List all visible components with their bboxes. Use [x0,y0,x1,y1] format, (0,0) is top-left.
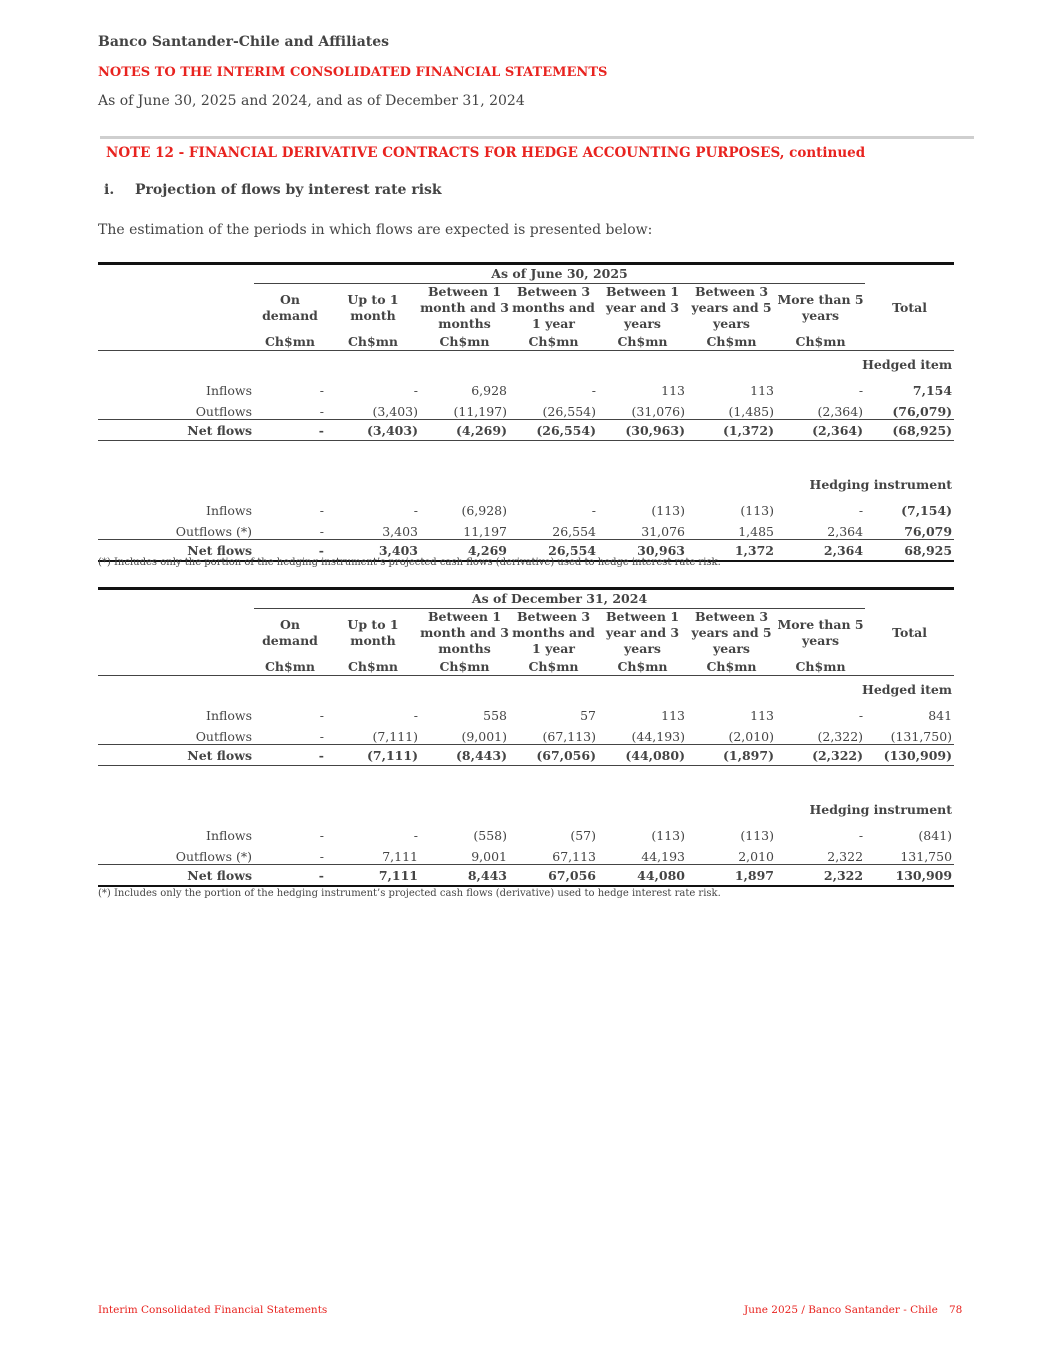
unit-label: Ch$mn [776,332,865,351]
table-row: Inflows - - (6,928) - (113) (113) - (7,154) [206,503,953,518]
col-3-to-5-years: Between 3 years and 5 years [691,284,772,331]
unit-label: Ch$mn [509,332,598,351]
unit-label: Ch$mn [687,657,776,676]
net-flows-row: Net flows - 3,403 4,269 26,554 30,963 1,372 2,364 68,925 [98,540,954,562]
footer-right: June 2025 / Banco Santander - Chile [744,1304,938,1316]
net-flows-row: Net flows - (3,403) (4,269) (26,554) (30,963) (1,372) (2,364) (68,925) [98,420,954,441]
notes-title: NOTES TO THE INTERIM CONSOLIDATED FINANCIAL STATEMENTS [98,65,608,80]
col-1-to-3-months: Between 1 month and 3 months [420,609,509,656]
unit-label: Ch$mn [598,657,687,676]
unit-label: Ch$mn [420,332,509,351]
footnote: (*) Includes only the portion of the hedging instrument’s projected cash flows (derivative) used to hedge interest rate risk. [98,888,721,899]
col-1-to-3-years: Between 1 year and 3 years [605,609,680,656]
section-label-hedging-instrument: Hedging instrument [809,801,953,817]
note-title: NOTE 12 - FINANCIAL DERIVATIVE CONTRACTS FOR HEDGE ACCOUNTING PURPOSES, continued [106,145,866,161]
table-row: Inflows - - 558 57 113 113 - 841 [206,708,953,723]
table-row: Inflows - - (558) (57) (113) (113) - (841) [206,828,953,843]
section-label-hedged-item: Hedged item [862,356,953,372]
col-more-than-5-years: More than 5 years [777,617,864,648]
flows-table-december-2024 [98,587,954,887]
table-row: Outflows - (3,403) (11,197) (26,554) (31,076) (1,485) (2,364) (76,079) [195,404,953,419]
col-up-to-1-month: Up to 1 month [347,292,399,323]
table-row: Outflows - (7,111) (9,001) (67,113) (44,193) (2,010) (2,322) (131,750) [195,729,953,744]
unit-label: Ch$mn [598,332,687,351]
section-number: i. [104,182,115,198]
col-1-to-3-months: Between 1 month and 3 months [420,284,509,331]
flows-table-june-2025 [98,262,954,562]
intro-text: The estimation of the periods in which flows are expected is presented below: [98,222,653,238]
section-label-hedging-instrument: Hedging instrument [809,476,953,492]
header-divider [100,136,974,139]
col-total: Total [892,299,927,315]
unit-label: Ch$mn [420,657,509,676]
section-label-hedged-item: Hedged item [862,681,953,697]
table-row: Outflows (*) - 7,111 9,001 67,113 44,193 2,010 2,322 131,750 [175,849,953,864]
col-more-than-5-years: More than 5 years [777,292,864,323]
page-number: 78 [949,1304,963,1316]
table-period-title: As of December 31, 2024 [254,589,865,609]
unit-label: Ch$mn [326,332,420,351]
table-row: Outflows (*) - 3,403 11,197 26,554 31,076 1,485 2,364 76,079 [175,524,953,539]
net-flows-row: Net flows - (7,111) (8,443) (67,056) (44,080) (1,897) (2,322) (130,909) [98,745,954,766]
unit-label: Ch$mn [254,657,326,676]
table-period-title: As of June 30, 2025 [254,264,865,284]
col-up-to-1-month: Up to 1 month [347,617,399,648]
unit-label: Ch$mn [687,332,776,351]
unit-label: Ch$mn [776,657,865,676]
table-row: Inflows - - 6,928 - 113 113 - 7,154 [206,383,953,398]
period-subtitle: As of June 30, 2025 and 2024, and as of December 31, 2024 [98,93,525,109]
col-1-to-3-years: Between 1 year and 3 years [605,284,680,331]
col-3-months-to-1-year: Between 3 months and 1 year [512,284,595,331]
net-flows-row: Net flows - 7,111 8,443 67,056 44,080 1,897 2,322 130,909 [98,865,954,887]
company-name: Banco Santander-Chile and Affiliates [98,34,390,50]
unit-label: Ch$mn [326,657,420,676]
col-total: Total [892,624,927,640]
col-3-to-5-years: Between 3 years and 5 years [691,609,772,656]
footer-left: Interim Consolidated Financial Statements [98,1304,328,1316]
col-on-demand: On demand [262,292,318,323]
unit-label: Ch$mn [509,657,598,676]
col-on-demand: On demand [262,617,318,648]
section-title: Projection of flows by interest rate risk [135,182,442,198]
unit-label: Ch$mn [254,332,326,351]
footnote: (*) Includes only the portion of the hedging instrument’s projected cash flows (derivative) used to hedge interest rate risk. [98,557,721,568]
col-3-months-to-1-year: Between 3 months and 1 year [512,609,595,656]
